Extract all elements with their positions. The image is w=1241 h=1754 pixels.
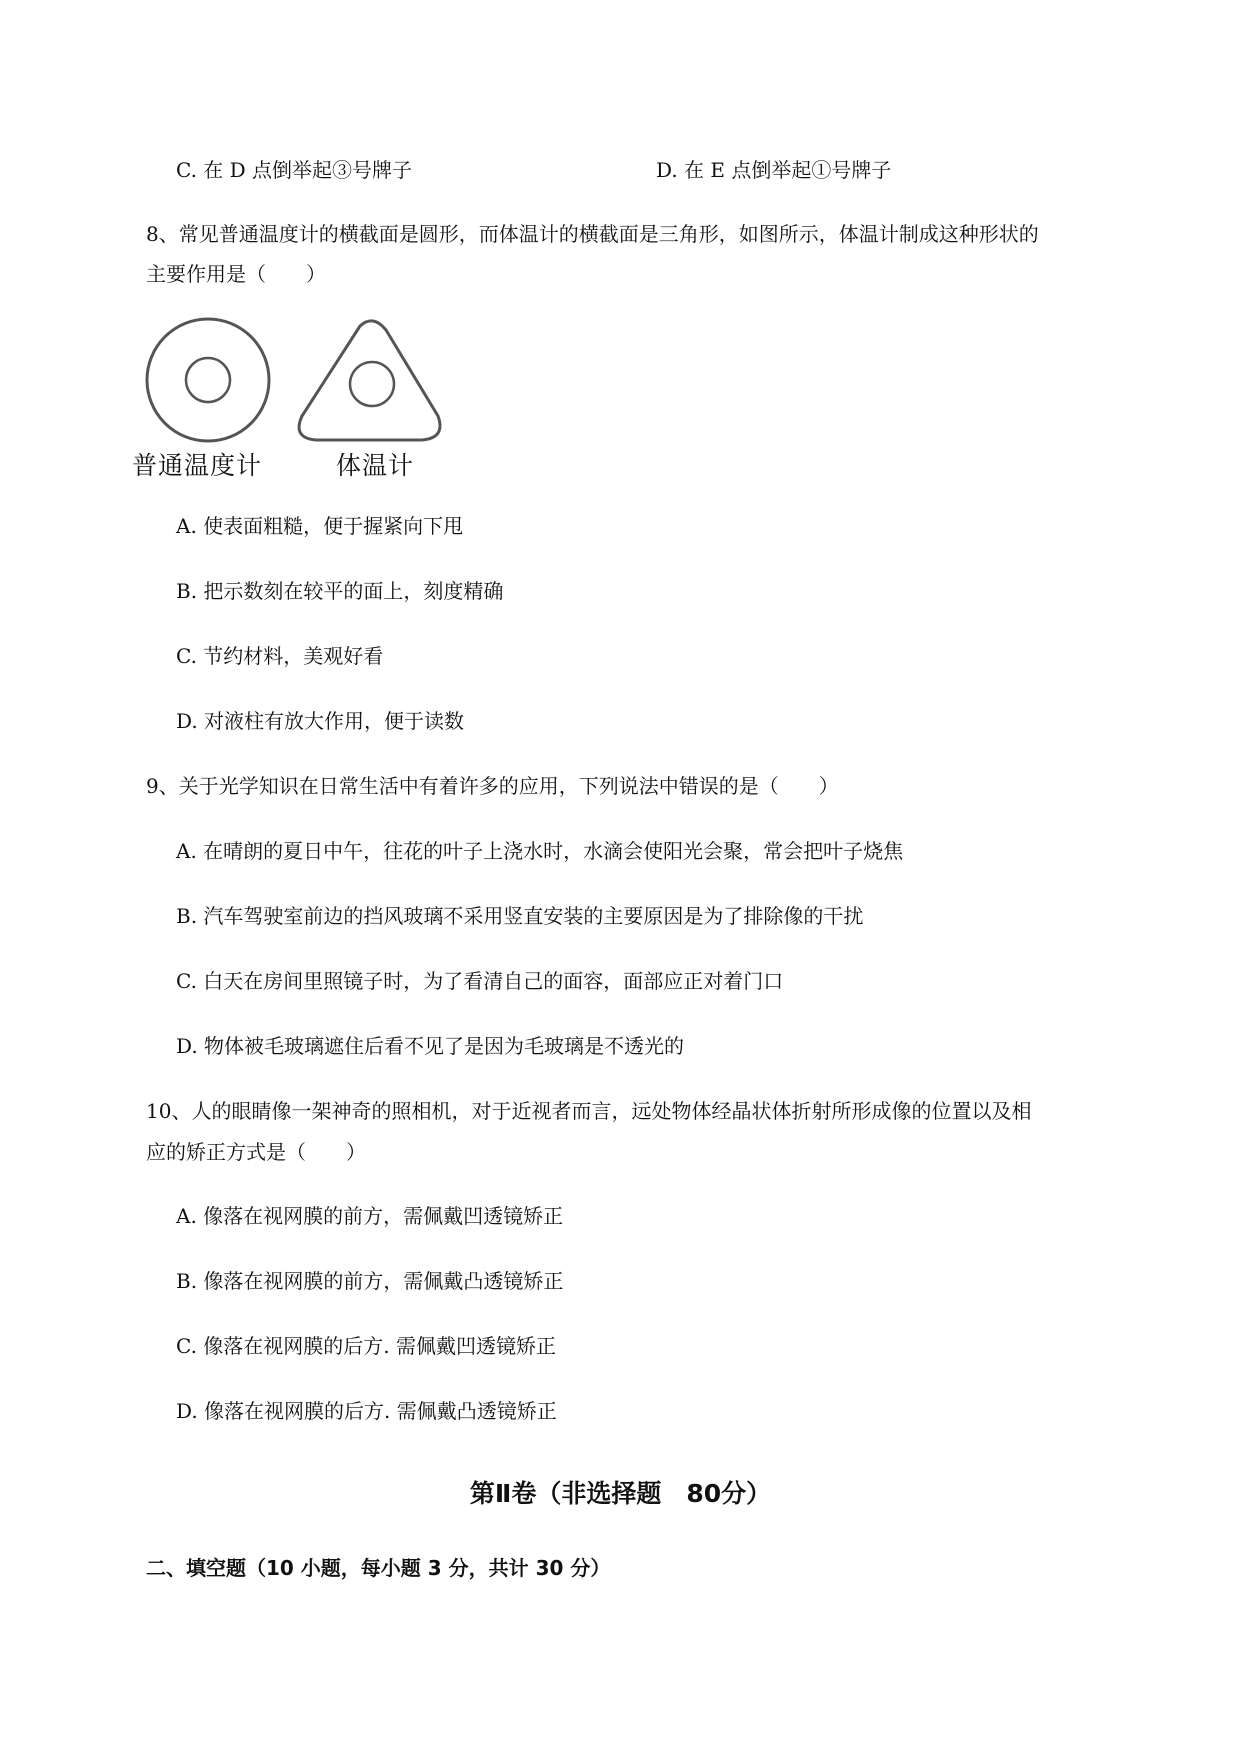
section-subheading: 二、填空题（10 小题，每小题 3 分，共计 30 分）: [146, 1556, 611, 1580]
q10-option-b: B. 像落在视网膜的前方，需佩戴凸透镜矫正: [176, 1269, 564, 1293]
q8-option-b: B. 把示数刻在较平的面上，刻度精确: [176, 579, 504, 603]
q10-stem-line1: 10、人的眼睛像一架神奇的照相机，对于近视者而言，远处物体经晶状体折射所形成像的位置以及相: [146, 1099, 1032, 1123]
q8-stem-line2: 主要作用是（ ）: [146, 262, 326, 286]
thermometer-cross-section-figure: [132, 316, 460, 486]
ordinary-thermometer-bore: [186, 358, 230, 402]
q10-option-c: C. 像落在视网膜的后方. 需佩戴凹透镜矫正: [176, 1334, 557, 1358]
q7-option-d: D. 在 E 点倒举起①号牌子: [656, 158, 892, 182]
clinical-thermometer-triangle: [299, 321, 440, 440]
q9-option-a: A. 在晴朗的夏日中午，往花的叶子上浇水时，水滴会使阳光会聚，常会把叶子烧焦: [176, 839, 904, 863]
q8-option-c: C. 节约材料，美观好看: [176, 644, 384, 668]
figure-label-ordinary: 普通温度计: [132, 451, 263, 480]
thermometer-diagram: [140, 316, 460, 446]
q10-option-a: A. 像落在视网膜的前方，需佩戴凹透镜矫正: [176, 1204, 564, 1228]
q9-stem: 9、关于光学知识在日常生活中有着许多的应用，下列说法中错误的是（ ）: [146, 774, 839, 798]
q9-option-b: B. 汽车驾驶室前边的挡风玻璃不采用竖直安装的主要原因是为了排除像的干扰: [176, 904, 864, 928]
q8-option-d: D. 对液柱有放大作用，便于读数: [176, 709, 465, 733]
clinical-thermometer-bore: [350, 362, 394, 406]
q7-option-c: C. 在 D 点倒举起③号牌子: [176, 158, 413, 182]
ordinary-thermometer-outer-circle: [147, 319, 269, 441]
q8-option-a: A. 使表面粗糙，便于握紧向下甩: [176, 514, 464, 538]
figure-label-clinical: 体温计: [336, 451, 415, 480]
q9-option-c: C. 白天在房间里照镜子时，为了看清自己的面容，面部应正对着门口: [176, 969, 784, 993]
section-title: 第Ⅱ卷（非选择题 80分）: [469, 1479, 772, 1508]
q10-option-d: D. 像落在视网膜的后方. 需佩戴凸透镜矫正: [176, 1399, 557, 1423]
q10-stem-line2: 应的矫正方式是（ ）: [146, 1140, 366, 1164]
q8-stem-line1: 8、常见普通温度计的横截面是圆形，而体温计的横截面是三角形，如图所示，体温计制成这种形状的: [146, 222, 1039, 246]
q9-option-d: D. 物体被毛玻璃遮住后看不见了是因为毛玻璃是不透光的: [176, 1034, 685, 1058]
